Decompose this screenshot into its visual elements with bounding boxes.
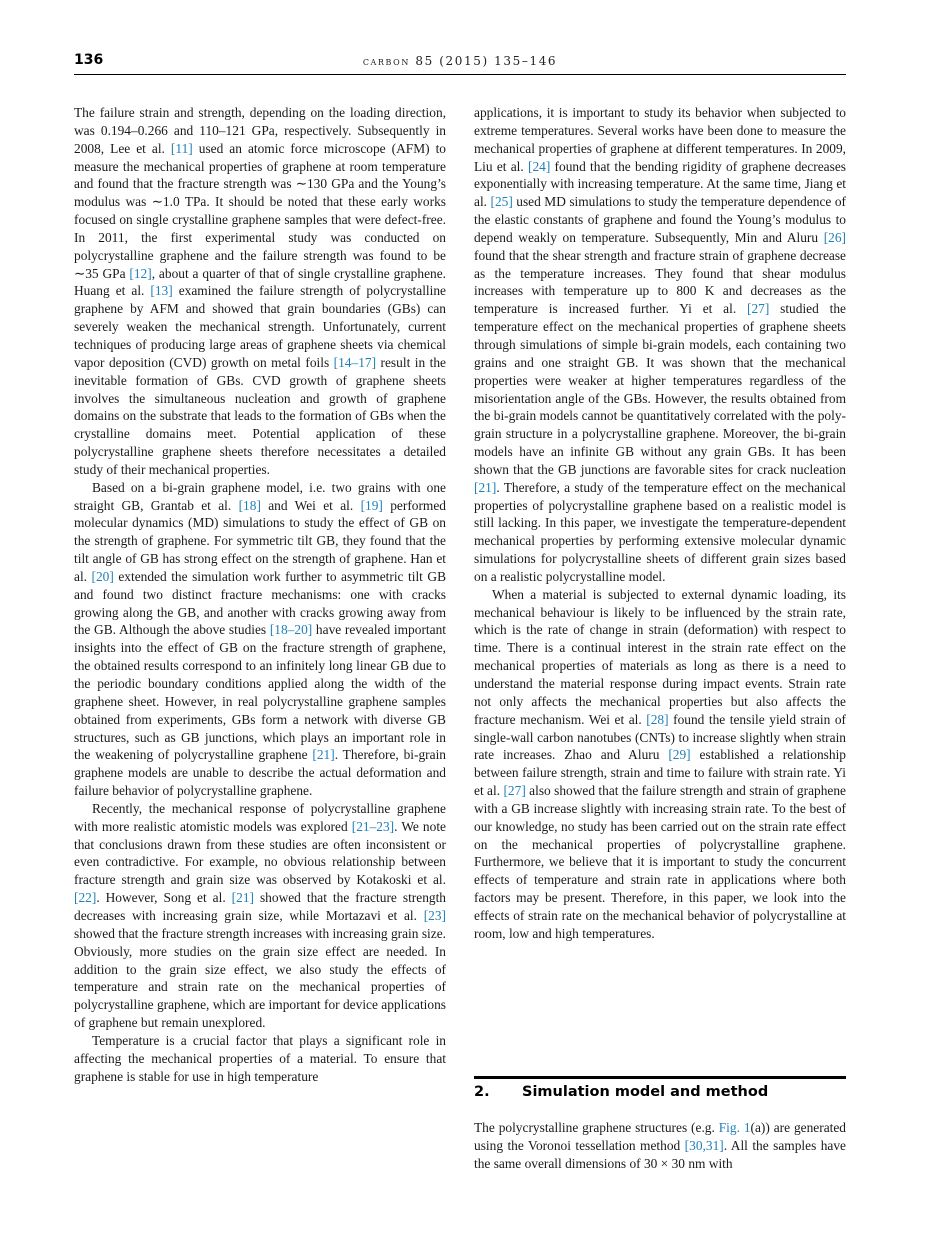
citation-link[interactable]: [18] [238,497,261,513]
citation-link[interactable]: [21–23] [351,818,395,834]
journal-name: carbon [362,55,410,68]
journal-citation: 85 (2015) 135–146 [415,54,558,68]
citation-link[interactable]: [23] [423,907,446,923]
paragraph: Based on a bi-grain graphene model, i.e. two grains with one straight GB, Grantab et al. [18] and Wei et al. [19] performed molecular dynamics (MD) simulations to study the effect of GB on the strength of graphene. For symmetric tilt GB, they found that the tilt angle of GB has strong effect on the strength of graphene. Han et al. [20] extended the simulation work further to asymmetric tilt GB and found two distinct fracture mechanisms: one with cracks growing along the GB, and another with cracks growing away from the GB. Although the above studies [18–20] have revealed important insights into the effect of GB on the fracture strength of graphene, the obtained results correspond to an infinitely long linear GB due to the periodic boundary conditions applied along the width of the graphene sheet. However, in real polycrystalline graphene samples obtained from experiments, GBs form a network with diverse GB structures, such as GB junctions, which plays an important role in the weakening of polycrystalline graphene [21]. Therefore, bi-grain graphene models are unable to describe the actual deformation and failure behavior of polycrystalline graphene. [74,479,446,799]
citation-link[interactable]: [18–20] [269,622,313,638]
page-header [74,52,846,75]
citation-link[interactable]: [27] [503,783,526,799]
section-title: Simulation model and method [522,1084,769,1100]
left-column [74,104,446,1085]
citation-link[interactable]: [13] [150,283,173,299]
citation-link[interactable]: [14–17] [333,354,377,370]
citation-link[interactable]: [11] [170,140,193,156]
section-heading [474,1084,846,1100]
citation-link[interactable]: [30,31] [684,1137,724,1153]
citation-link[interactable]: [27] [747,301,770,317]
citation-link[interactable]: [21] [474,479,497,495]
paragraph: The failure strain and strength, depending on the loading direction, was 0.194–0.266 and 110–121 GPa, respectively. Subsequently in 2008, Lee et al. [11] used an atomic force microscope (AFM) to measure the mechanical properties of graphene at room temperature and found that the fracture strength was ∼130 GPa and the Young’s modulus was ∼1.0 TPa. It should be noted that these early works focused on single crystalline graphene samples that were defect-free. In 2011, the first experimental study was conducted on polycrystalline graphene and the failure strength was found to be ∼35 GPa [12], about a quarter of that of single crystalline graphene. Huang et al. [13] examined the failure strength of polycrystalline graphene by AFM and showed that grain boundaries (GBs) can severely weaken the mechanical strength. Unfortunately, current techniques of producing large areas of graphene sheets via chemical vapor deposition (CVD) growth on metal foils [14–17] result in the inevitable formation of GBs. CVD growth of graphene sheets involves the simultaneous nucleation and growth of graphene domains on the substrate that leads to the formation of GBs when the crystalline domains meet. Potential application of these polycrystalline graphene sheets therefore necessitates a detailed study of their mechanical properties. [74,105,447,477]
running-head [74,54,846,68]
paragraph: Temperature is a crucial factor that plays a significant role in affecting the mechanical properties of a material. To ensure that graphene is stable for use in high temperature [74,1032,446,1084]
citation-link[interactable]: [20] [91,568,114,584]
citation-link[interactable]: [26] [823,229,846,245]
citation-link[interactable]: [21] [312,747,335,763]
section-body [474,1119,846,1173]
paragraph: Recently, the mechanical response of polycrystalline graphene with more realistic atomistic models was explored [21–23]. We note that conclusions drawn from these studies are often inconsistent or even contradictive. For example, no obvious relationship between fracture strength and grain size was observed by Kotakoski et al. [22]. However, Song et al. [21] showed that the fracture strength decreases with increasing grain size, while Mortazavi et al. [23] showed that the fracture strength increases with increasing grain size. Obviously, more studies on the grain size effect are needed. In addition to the grain size effect, we also study the effects of temperature and strain rate on the mechanical properties of polycrystalline graphene, which are important for device applications of graphene but remain unexplored. [74,800,446,1031]
section-rule [474,1076,846,1079]
figure-link[interactable]: Fig. 1 [718,1120,751,1135]
citation-link[interactable]: [28] [646,711,669,727]
paragraph: applications, it is important to study its behavior when subjected to extreme temperatures. Several works have been done to measure the mechanical properties of graphene at different temperatures. In 2009, Liu et al. [24] found that the bending rigidity of graphene decreases exponentially with increasing temperature. At the same time, Jiang et al. [25] used MD simulations to study the temperature dependence of the elastic constants of graphene and found the Young’s modulus to depend weakly on temperature. Subsequently, Min and Aluru [26] found that the shear strength and fracture strain of graphene decrease as the temperature increases. They found that shear modulus increases with temperature up to 800 K and decreases as the temperature is increased further. Yi et al. [27] studied the temperature effect on the mechanical properties of graphene sheets through simulations of simple bi-grain models, each containing two grains and one straight GB. It was shown that the mechanical properties were weaker at higher temperatures regardless of the misorientation angle of the GBs. However, the results obtained from the bi-grain models cannot be quantitatively correlated with the poly-grain structure in a polycrystalline graphene. Moreover, the bi-grain models have an infinite GB without any grain GBs. It has been shown that the GB junctions are favorable sites for crack nucleation [21]. Therefore, a study of the temperature effect on the mechanical properties of polycrystalline graphene based on a realistic model is still lacking. In this paper, we investigate the temperature-dependent mechanical properties by performing extensive molecular dynamic simulations for polycrystalline sheets of different grain sizes based on a realistic polycrystalline model. [474,105,846,584]
citation-link[interactable]: [21] [231,890,254,906]
citation-link[interactable]: [29] [668,747,691,763]
citation-link[interactable]: [19] [360,497,383,513]
citation-link[interactable]: [24] [528,158,551,174]
page-number: 136 [74,52,104,68]
section-number: 2. [474,1084,490,1100]
citation-link[interactable]: [12] [129,265,152,281]
citation-link[interactable]: [22] [74,890,97,906]
paragraph: The polycrystalline graphene structures (e.g. Fig. 1(a)) are generated using the Voronoi tessellation method [30,31]. All the samples have the same overall dimensions of 30 × 30 nm with [474,1120,847,1171]
paragraph: When a material is subjected to external dynamic loading, its mechanical behaviour is likely to be influenced by the strain rate, which is the rate of change in strain (deformation) with respect to time. There is a continual interest in the strain rate effect on the mechanical properties of materials as long as there is a need to understand the material response during impact events. Strain rate not only affects the mechanical properties but also affects the fracture mechanism. Wei et al. [28] found the tensile yield strain of single-wall carbon nanotubes (CNTs) to increase slightly when strain rate increases. Zhao and Aluru [29] established a relationship between failure strength, strain and time to failure with strain rate. Yi et al. [27] also showed that the failure strength and strain of graphene with a GB increase slightly with increasing strain rate. To the best of our knowledge, no study has been carried out on the strain rate effect on the mechanical properties of polycrystalline graphene. Furthermore, we believe that it is important to study the concurrent effects of temperature and strain rate in applications where both factors may be present. Therefore, in this paper, we look into the effects of strain rate on the mechanical behavior of polycrystalline at room, low and high temperatures. [474,586,846,941]
right-column [474,104,846,943]
citation-link[interactable]: [25] [490,194,513,210]
